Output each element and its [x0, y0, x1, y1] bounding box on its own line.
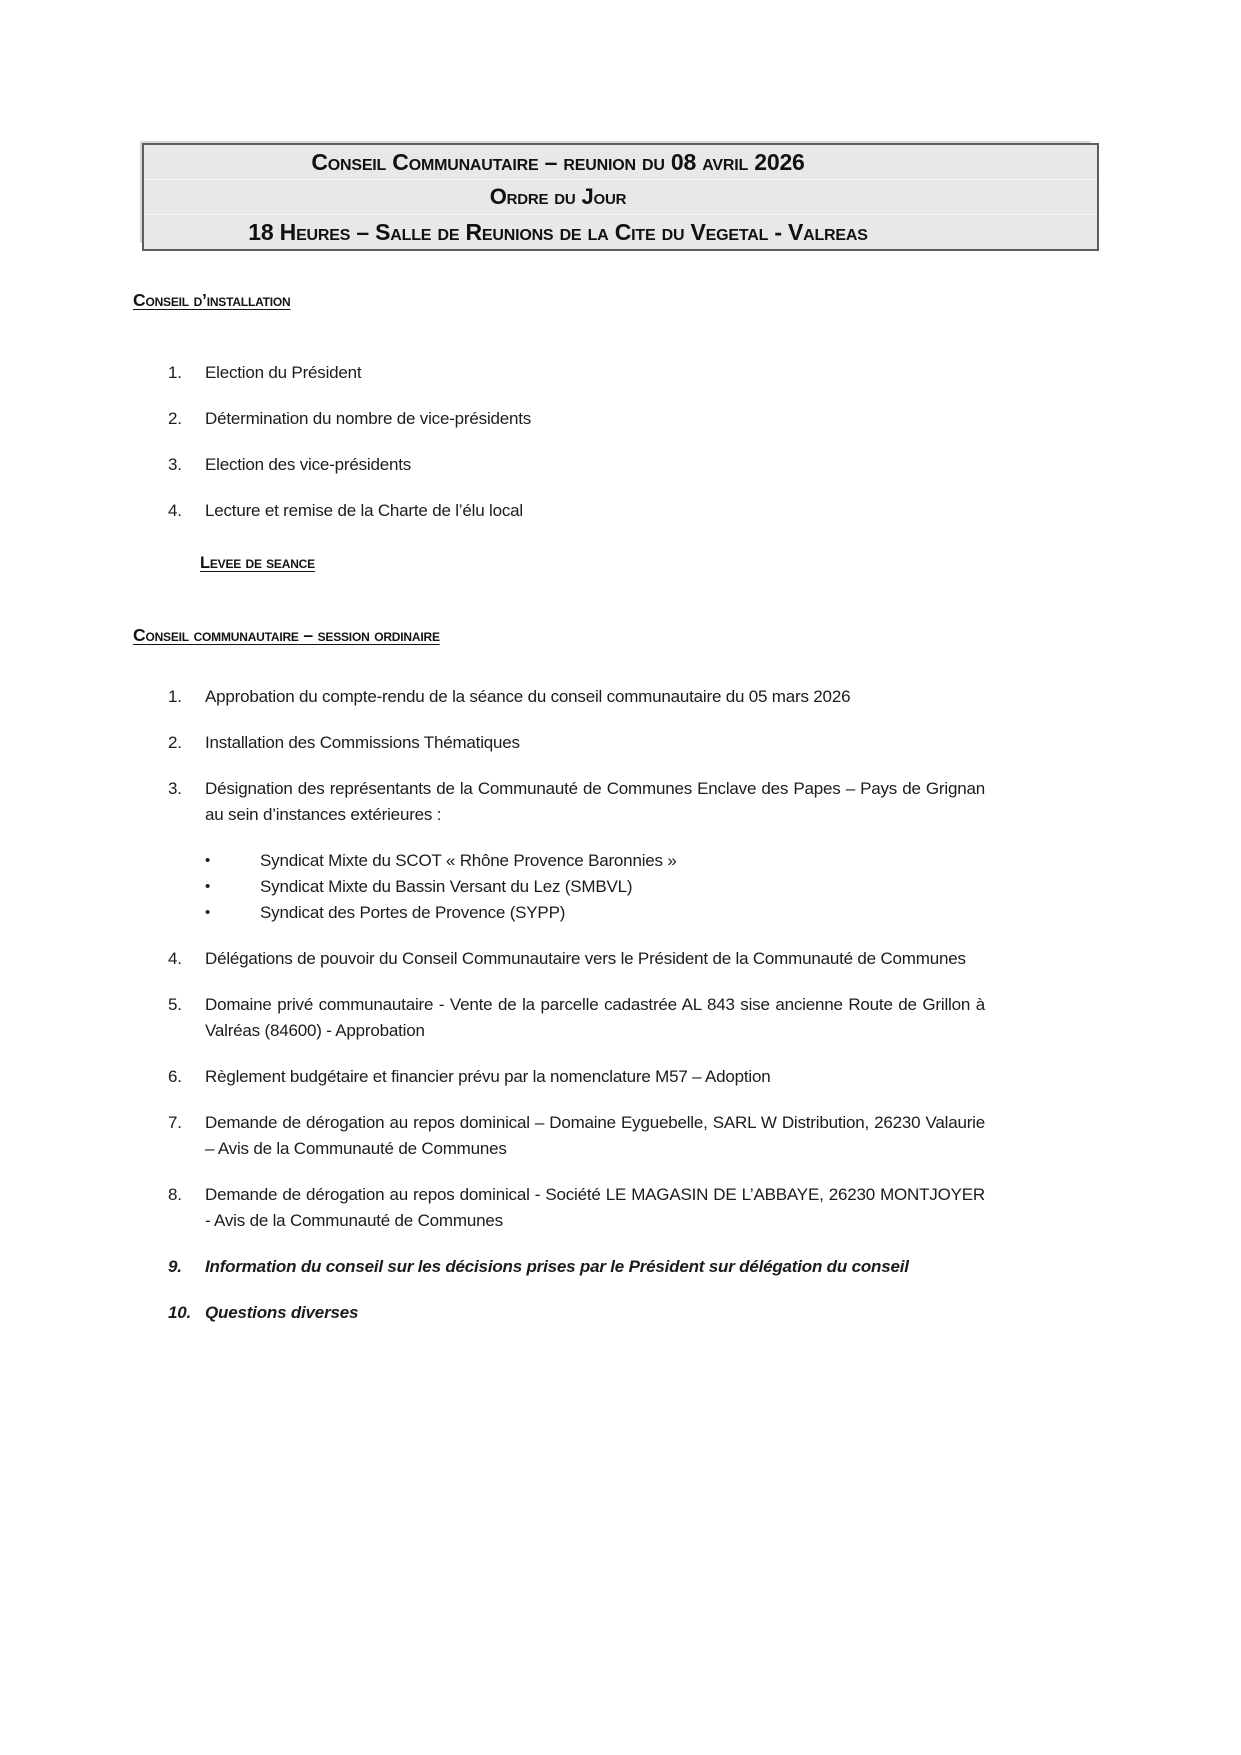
list-item-text: Lecture et remise de la Charte de l’élu local — [205, 501, 523, 520]
agenda-title: Ordre du Jour — [144, 179, 1097, 214]
list-item-body — [205, 730, 985, 756]
list-item-body — [205, 684, 985, 710]
bullet-item — [205, 900, 985, 926]
meeting-time-location: 18 Heures – Salle de Reunions de la Cite du Vegetal - Valreas — [144, 214, 1097, 249]
bullet-text: Syndicat des Portes de Provence (SYPP) — [260, 903, 566, 922]
list-item-number: 10. — [168, 1303, 192, 1322]
bullet-item — [205, 848, 985, 874]
installation-list — [133, 360, 985, 524]
list-item-body — [205, 946, 985, 972]
list-item-number: 4. — [168, 501, 182, 520]
list-item-text: Règlement budgétaire et financier prévu par la nomenclature M57 – Adoption — [205, 1067, 771, 1086]
list-item-number: 8. — [168, 1185, 182, 1204]
list-item-text: Délégations de pouvoir du Conseil Communautaire vers le Président de la Communauté de Communes — [205, 949, 966, 968]
levee-de-seance-label: Levee de seance — [200, 554, 315, 572]
bullet-text: Syndicat Mixte du SCOT « Rhône Provence Baronnies » — [260, 851, 677, 870]
agenda-list-item — [168, 452, 985, 478]
list-item-text: Approbation du compte-rendu de la séance du conseil communautaire du 05 mars 2026 — [205, 687, 851, 706]
spacer — [133, 576, 1241, 622]
list-item-text: Domaine privé communautaire - Vente de la parcelle cadastrée AL 843 sise ancienne Route de Grillon à Valréas (84600) - Approbation — [205, 995, 985, 1040]
agenda-list-item — [168, 1300, 985, 1326]
list-item-number: 9. — [168, 1257, 182, 1276]
bullet-icon: • — [205, 904, 211, 921]
list-item-number: 1. — [168, 687, 182, 706]
list-item-body — [205, 498, 985, 524]
list-item-number: 5. — [168, 995, 182, 1014]
list-item-number: 2. — [168, 733, 182, 752]
list-item-body — [205, 992, 985, 1044]
list-item-text: Election du Président — [205, 363, 362, 382]
agenda-list-item — [168, 684, 985, 710]
list-item-body — [205, 1064, 985, 1090]
list-item-text: Demande de dérogation au repos dominical – Domaine Eyguebelle, SARL W Distribution, 26230 Valaurie – Avis de la Communauté de Communes — [205, 1113, 985, 1158]
list-item-text: Demande de dérogation au repos dominical - Société LE MAGASIN DE L’ABBAYE, 26230 MONTJOYER - Avis de la Communauté de Communes — [205, 1185, 985, 1230]
agenda-list-item — [168, 730, 985, 756]
list-item-number: 4. — [168, 949, 182, 968]
bullet-item — [205, 874, 985, 900]
agenda-list-item — [168, 992, 985, 1044]
list-item-body — [205, 1182, 985, 1234]
list-item-body — [205, 776, 985, 926]
meeting-header-box — [142, 143, 1099, 251]
list-item-text: Information du conseil sur les décisions prises par le Président sur délégation du conseil — [205, 1257, 909, 1276]
list-item-text: Détermination du nombre de vice-présidents — [205, 409, 532, 428]
list-item-number: 3. — [168, 779, 182, 798]
agenda-list-item — [168, 1254, 985, 1280]
meeting-title: Conseil Communautaire – reunion du 08 avril 2026 — [311, 149, 805, 175]
list-item-number: 1. — [168, 363, 182, 382]
list-item-body — [205, 360, 985, 386]
agenda-list-item — [168, 498, 985, 524]
agenda-list-item — [168, 406, 985, 432]
bullet-icon: • — [205, 878, 211, 895]
list-item-text: Questions diverses — [205, 1303, 359, 1322]
list-item-body — [205, 452, 985, 478]
section-title-session-ordinaire: Conseil communautaire – session ordinaire — [133, 625, 440, 645]
sub-bullet-list — [205, 848, 985, 926]
list-item-body — [205, 1110, 985, 1162]
bullet-text: Syndicat Mixte du Bassin Versant du Lez (SMBVL) — [260, 877, 633, 896]
list-item-number: 2. — [168, 409, 182, 428]
list-item-text: Désignation des représentants de la Communauté de Communes Enclave des Papes – Pays de Grignan au sein d’instances extérieures : — [205, 779, 985, 824]
list-item-text: Election des vice-présidents — [205, 455, 412, 474]
agenda-list-item — [168, 1064, 985, 1090]
spacer — [133, 648, 1241, 658]
list-item-text: Installation des Commissions Thématiques — [205, 733, 520, 752]
section-title-installation: Conseil d’installation — [133, 290, 291, 310]
bullet-icon: • — [205, 852, 211, 869]
list-item-body — [205, 1254, 985, 1280]
list-item-body — [205, 1300, 985, 1326]
agenda-list-item — [168, 776, 985, 926]
list-item-number: 7. — [168, 1113, 182, 1132]
session-ordinaire-list — [133, 684, 985, 1326]
agenda-list-item — [168, 1182, 985, 1234]
list-item-body — [205, 406, 985, 432]
agenda-list-item — [168, 1110, 985, 1162]
agenda-list-item — [168, 360, 985, 386]
agenda-list-item — [168, 946, 985, 972]
list-item-number: 6. — [168, 1067, 182, 1086]
list-item-number: 3. — [168, 455, 182, 474]
